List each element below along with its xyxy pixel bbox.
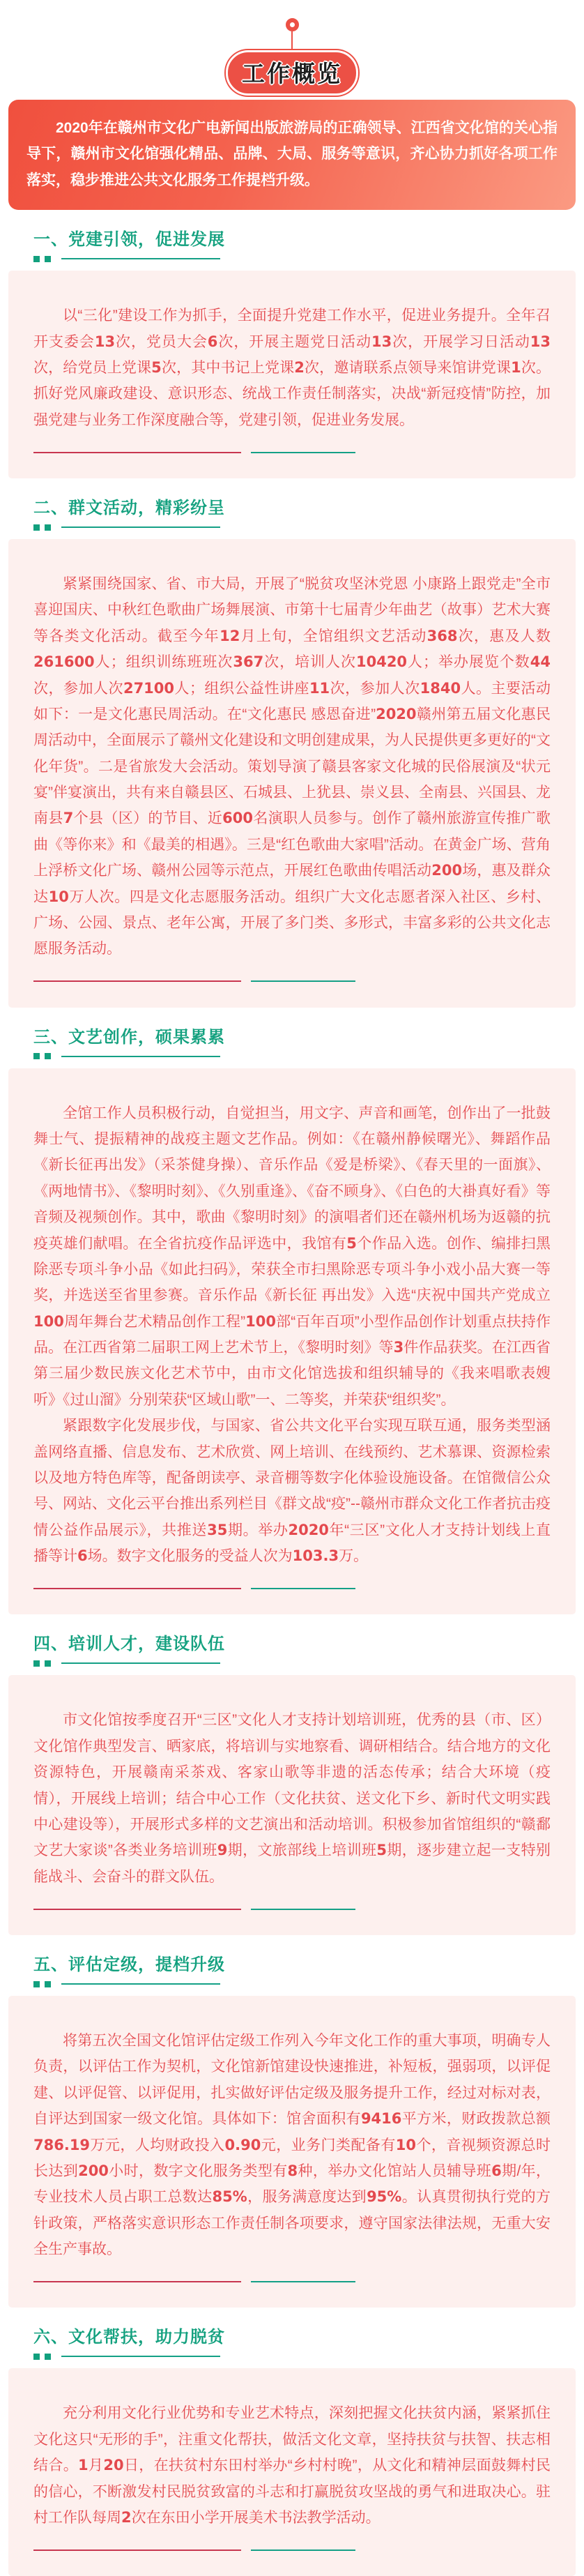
panel-divider	[33, 2280, 551, 2282]
underline-rule	[61, 258, 220, 259]
divider-teal-line	[251, 1588, 355, 1589]
title-underline	[33, 2353, 551, 2360]
square-marker-icon	[45, 524, 51, 531]
paragraph: 以“三化”建设工作为抓手，全面提升党建工作水平，促进业务提升。全年召开支委会13次，党员大会6次，开展主题党日活动13次，开展学习日活动13次，给党员上党课5次，其中书记上党课2次，邀请联系点领导来馆讲党课1次。抓好党风廉政建设、意识形态、统战工作责任制落实，决战“新冠疫情”防控，加强党建与业务工作深度融合等，党建引领，促进业务发展。	[33, 308, 551, 428]
header-badge	[0, 0, 584, 96]
section-heading	[33, 1950, 551, 1987]
square-marker-icon	[45, 1981, 51, 1987]
paragraph: 全馆工作人员积极行动，自觉担当，用文字、声音和画笔，创作出了一批鼓舞士气、提振精神的战疫主题文艺作品。例如：《在赣州静候曙光》、舞蹈作品《新长征再出发》（采茶健身操）、音乐作品《爱是桥梁》、《春天里的一面旗》、《两地情书》、《黎明时刻》、《久别重逢》、《奋不顾身》、《白色的大褂真好看》等音频及视频创作。其中，歌曲《黎明时刻》的演唱者们还在赣州机场为返赣的抗疫英雄们献唱。在全省抗疫作品评选中，我馆有5个作品入选。创作、编排扫黑除恶专项斗争小品《如此扫码》，荣获全市扫黑除恶专项斗争小戏小品大赛一等奖，并选送至省里参赛。音乐作品《新长征 再出发》入选“庆祝中国共产党成立100周年舞台艺术精品创作工程”100部“百年百项”小型作品创作计划重点扶持作品。在江西省第二届职工网上艺术节上，《黎明时刻》等3件作品获奖。在江西省第三届少数民族文化艺术节中，由市文化馆选拔和组织辅导的《我来唱歌表嫂听》《过山溜》分别荣获“区域山歌”一、二等奖，并荣获“组织奖”。	[33, 1105, 551, 1408]
underline-rule	[61, 526, 220, 528]
panel-divider	[33, 451, 551, 453]
panel-divider	[33, 980, 551, 983]
section-heading	[33, 1023, 551, 1060]
section-cultural-assistance	[0, 2323, 584, 2576]
section-title: 二、群文活动，精彩纷呈	[33, 499, 225, 517]
divider-teal-line	[251, 980, 355, 982]
section-party-building	[0, 225, 584, 478]
title-underline	[33, 1053, 551, 1060]
content-panel	[8, 1675, 576, 1935]
divider-red-line	[33, 2281, 241, 2282]
section-title: 三、文艺创作，硕果累累	[33, 1027, 225, 1047]
square-marker-icon	[33, 1981, 40, 1987]
badge-label: 工作概览	[242, 61, 342, 86]
square-marker-icon	[45, 1053, 51, 1059]
underline-rule	[61, 1983, 220, 1985]
section-title: 一、党建引领，促进发展	[33, 230, 225, 250]
title-underline	[33, 524, 551, 531]
underline-rule	[61, 2356, 220, 2357]
section-talent-training	[0, 1630, 584, 1935]
section-title: 四、培训人才，建设队伍	[33, 1635, 225, 1654]
section-heading	[33, 494, 551, 531]
square-marker-icon	[33, 2354, 40, 2360]
section-evaluation-grading	[0, 1950, 584, 2308]
section-mass-culture-activities	[0, 494, 584, 1008]
title-underline	[33, 1980, 551, 1987]
underline-rule	[61, 1662, 220, 1664]
square-marker-icon	[33, 524, 40, 531]
section-heading	[33, 225, 551, 262]
square-marker-icon	[45, 2354, 51, 2360]
panel-divider	[33, 1587, 551, 1589]
section-heading	[33, 1630, 551, 1667]
content-panel	[8, 539, 576, 1008]
title-underline	[33, 1660, 551, 1667]
square-marker-icon	[45, 256, 51, 262]
square-marker-icon	[33, 256, 40, 262]
badge-pill	[226, 50, 358, 96]
divider-teal-line	[251, 452, 355, 453]
section-artistic-creation	[0, 1023, 584, 1615]
title-underline	[33, 255, 551, 262]
section-title: 五、评估定级，提档升级	[33, 1955, 225, 1974]
square-marker-icon	[33, 1660, 40, 1667]
divider-red-line	[33, 1588, 241, 1589]
panel-divider	[33, 1908, 551, 1910]
divider-red-line	[33, 1909, 241, 1910]
section-title: 六、文化帮扶，助力脱贫	[33, 2328, 225, 2347]
divider-red-line	[33, 980, 241, 982]
intro-card	[8, 100, 576, 210]
paragraph: 充分利用文化行业优势和专业艺术特点，深刻把握文化扶贫内涵，紧紧抓住文化这只“无形的手”，注重文化帮扶，做活文化文章，坚持扶贫与扶智、扶志相结合。1月20日，在扶贫村东田村举办“乡村村晚”，从文化和精神层面鼓舞村民的信心，不断激发村民脱贫致富的斗志和打赢脱贫攻坚战的勇气和进取决心。驻村工作队每周2次在东田小学开展美术书法教学活动。	[33, 2405, 551, 2526]
panel-divider	[33, 2549, 551, 2551]
intro-text: 2020年在赣州市文化广电新闻出版旅游局的正确领导、江西省文化馆的关心指导下，赣州市文化馆强化精品、品牌、大局、服务等意识，齐心协力抓好各项工作落实，稳步推进公共文化服务工作提档升级。	[26, 120, 558, 188]
content-panel	[8, 1068, 576, 1615]
paragraph: 将第五次全国文化馆评估定级工作列入今年文化工作的重大事项，明确专人负责，以评估工作为契机，文化馆新馆建设快速推进，补短板，强弱项，以评促建、以评促管、以评促用，扎实做好评估定级及服务提升工作，经过对标对表，自评达到国家一级文化馆。具体如下：馆舍面积有9416平方米，财政拨款总额786.19万元，人均财政投入0.90元，业务门类配备有10个，音视频资源总时长达到200小时，数字文化服务类型有8种，举办文化馆站人员辅导班6期/年，专业技术人员占职工总数达85%，服务满意度达到95%。认真贯彻执行党的方针政策，严格落实意识形态工作责任制各项要求，遵守国家法律法规，无重大安全生产事故。	[33, 2033, 551, 2257]
content-panel	[8, 1996, 576, 2308]
square-marker-icon	[45, 1660, 51, 1667]
connector-line	[291, 31, 293, 50]
paragraph: 紧紧围绕国家、省、市大局，开展了“脱贫攻坚沐党恩 小康路上跟党走”全市喜迎国庆、中秋红色歌曲广场舞展演、市第十七届青少年曲艺（故事）艺术大赛等各类文化活动。截至今年12月上旬，全馆组织文艺活动368次，惠及人数261600人；组织训练班班次367次，培训人次10420人；举办展览个数44次，参加人次27100人；组织公益性讲座11次，参加人次1840人。主要活动如下：一是文化惠民周活动。在“文化惠民 感恩奋进”2020赣州第五届文化惠民周活动中，全面展示了赣州文化建设和文明创建成果，为人民提供更多更好的“文化年货”。二是省旅发大会活动。策划导演了赣县客家文化城的民俗展演及“状元宴”伴宴演出，共有来自赣县区、石城县、上犹县、崇义县、全南县、兴国县、龙南县7个县（区）的节目、近600名演职人员参与。创作了赣州旅游宣传推广歌曲《等你来》和《最美的相遇》。三是“红色歌曲大家唱”活动。在黄金广场、营角上浮桥文化广场、赣州公园等示范点，开展红色歌曲传唱活动200场，惠及群众达10万人次。四是文化志愿服务活动。组织广大文化志愿者深入社区、乡村、广场、公园、景点、老年公寓，开展了多门类、多形式，丰富多彩的公共文化志愿服务活动。	[33, 576, 551, 957]
square-marker-icon	[33, 1053, 40, 1059]
content-panel	[8, 2368, 576, 2576]
paragraph: 紧跟数字化发展步伐，与国家、省公共文化平台实现互联互通，服务类型涵盖网络直播、信息发布、艺术欣赏、网上培训、在线预约、艺术慕课、资源检索以及地方特色库等，配备朗读亭、录音棚等数字化体验设施设备。在馆微信公众号、网站、文化云平台推出系列栏目《群文战“疫”--赣州市群众文化工作者抗击疫情公益作品展示》，共推送35期。举办2020年“三区”文化人才支持计划线上直播等计6场。数字文化服务的受益人次为103.3万。	[33, 1418, 551, 1564]
divider-red-line	[33, 452, 241, 453]
section-heading	[33, 2323, 551, 2360]
divider-teal-line	[251, 2550, 355, 2551]
content-panel	[8, 271, 576, 478]
divider-teal-line	[251, 2281, 355, 2282]
paragraph: 市文化馆按季度召开“三区”文化人才支持计划培训班，优秀的县（市、区）文化馆作典型发言、晒家底，将培训与实地察看、调研相结合。结合地方的文化资源特色，开展赣南采茶戏、客家山歌等非遗的活态传承；结合大环境（疫情），开展线上培训；结合中心工作（文化扶贫、送文化下乡、新时代文明实践中心建设等），开展形式多样的文艺演出和活动培训。积极参加省馆组织的“赣鄱文艺大家谈”各类业务培训班9期，文旅部线上培训班5期，逐步建立起一支特别能战斗、会奋斗的群文队伍。	[33, 1712, 551, 1885]
ring-icon	[286, 18, 299, 31]
divider-teal-line	[251, 1909, 355, 1910]
divider-red-line	[33, 2550, 241, 2551]
underline-rule	[61, 1056, 220, 1057]
